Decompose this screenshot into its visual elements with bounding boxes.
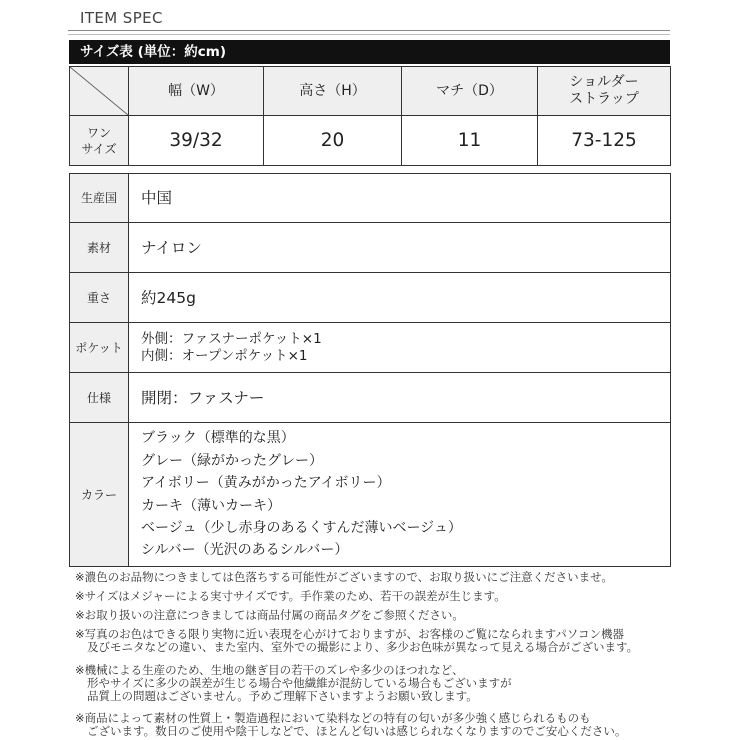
spec-value-pocket [129,323,671,373]
note-4 [75,628,715,654]
spec-label-pocket: ポケット [70,323,129,373]
size-header-width-label: 幅（W） [168,82,224,99]
spec-value-pocket-inner: 内側：オープンポケット×1 [141,347,308,364]
size-row-label [70,116,129,166]
color-option-khaki: カーキ（薄いカーキ） [141,497,281,514]
spec-label-weight: 重さ [70,273,129,323]
spec-value-closure [129,373,671,423]
spec-value-country-text: 中国 [141,189,173,207]
color-option-black: ブラック（標準的な黒） [141,430,295,447]
note-5 [75,664,715,703]
note-2-line-1: ※サイズはメジャーによる実寸サイズです。手作業のため、若干の誤差が生じます。 [75,589,506,603]
size-header-shoulder-strap [538,67,671,116]
spec-value-weight [129,273,671,323]
size-row-label-line2: サイズ [81,141,117,156]
note-6-line-2: ございます。数日のご使用や陰干しなどで、ほとんど匂いは感じられなくなりますのでご安心ください。 [87,724,627,738]
notes-section [75,571,715,738]
spec-label-country: 生産国 [70,174,129,223]
spec-label-color: カラー [70,423,129,567]
size-header-height-label: 高さ（H） [299,82,366,99]
color-option-ivory: アイボリー（黄みがかったアイボリー） [141,475,391,492]
size-value-width: 39/32 [129,116,264,166]
note-6-line-1: ※商品によって素材の性質上・製造過程において染料などの特有の匂いが多少強く感じられるものも [75,711,591,725]
spec-value-material-text: ナイロン [141,238,202,257]
spec-value-color [129,423,671,567]
size-table-title: サイズ表 (単位：約cm) [80,44,227,60]
size-header-shoulder-strap-line2: ストラップ [569,91,639,107]
size-header-height [264,67,402,116]
spec-value-material [129,223,671,273]
spec-label-closure: 仕様 [70,373,129,423]
note-2 [75,590,715,603]
note-5-line-2: 形やサイズに多少の誤差が生じる場合や他繊維が混紡している場合もございますが [87,676,512,690]
size-header-depth [402,67,538,116]
size-row-label-line1: ワン [86,125,111,140]
spec-value-pocket-outer: 外側：ファスナーポケット×1 [141,330,322,347]
size-header-width [129,67,264,116]
note-3-line-1: ※お取り扱いの注意につきましては商品付属の商品タグをご参照ください。 [75,608,464,622]
size-header-shoulder-strap-line1: ショルダー [569,74,639,90]
color-option-gray: グレー（緑がかったグレー） [141,452,323,469]
color-option-silver: シルバー（光沢のあるシルバー） [141,542,349,559]
size-header-corner [70,67,129,116]
size-header-depth-label: マチ（D） [436,82,503,99]
note-3 [75,609,715,622]
spec-value-closure-text: 開閉：ファスナー [141,388,265,407]
size-value-height: 20 [264,116,402,166]
size-value-depth: 11 [402,116,538,166]
note-5-line-3: 品質上の問題はございません。予めご理解下さいますようお願い致します。 [87,689,478,703]
spec-label-material: 素材 [70,223,129,273]
spec-table [69,173,671,567]
spec-value-country [129,174,671,223]
spec-value-weight-text: 約245g [141,288,196,307]
note-1-line-1: ※濃色のお品物につきましては色落ちする可能性がございますので、お取り扱いにご注意くださいませ。 [75,570,613,584]
note-4-line-2: 及びモニタなどの違い、また室内、室外での撮影により、多少お色味が異なって見える場合がございます。 [87,640,639,654]
color-option-beige: ベージュ（少し赤身のあるくすんだ薄いベージュ） [141,519,462,536]
note-1 [75,571,715,584]
title-divider [68,30,670,35]
size-value-shoulder-strap: 73-125 [538,116,671,166]
note-5-line-1: ※機械による生産のため、生地の継ぎ目の若干のズレや多少のほつれなど、 [75,663,464,677]
note-6 [75,712,715,738]
size-table-title-bar [69,40,670,64]
note-4-line-1: ※写真のお色はできる限り実物に近い表現を心がけておりますが、お客様のご覧になられますパソコン機器 [75,627,624,641]
size-table [69,66,671,166]
item-spec-title: ITEM SPEC [80,9,163,27]
